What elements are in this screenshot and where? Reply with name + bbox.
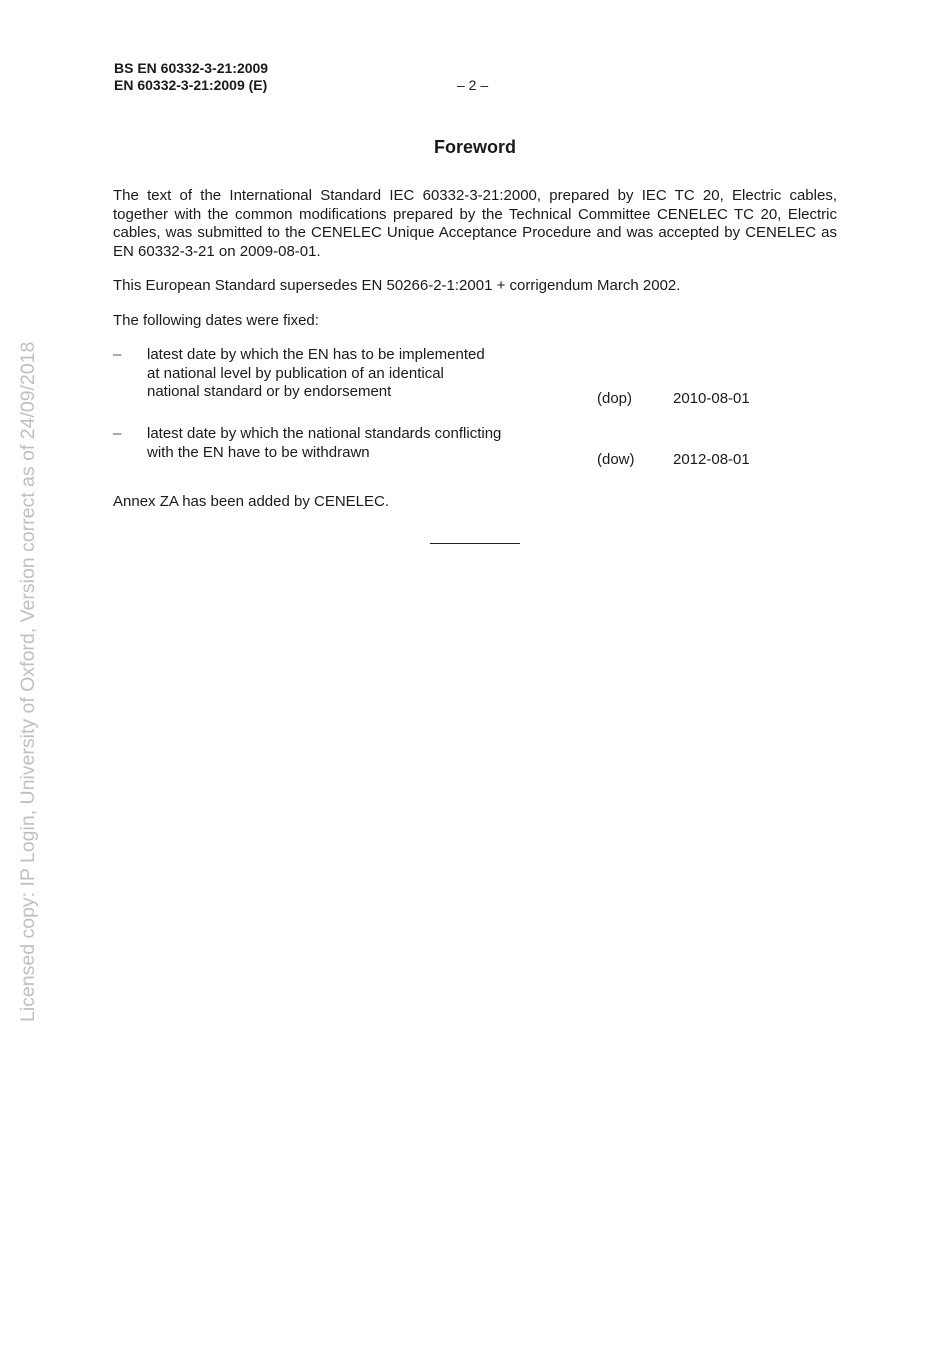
supersedes-paragraph: This European Standard supersedes EN 50266-2-1:2001 + corrigendum March 2002. — [113, 277, 681, 294]
page-title: Foreword — [433, 137, 516, 157]
description-line: latest date by which the national standards conflicting — [147, 425, 502, 442]
description-line: at national level by publication of an identical — [147, 364, 444, 382]
license-watermark: Licensed copy: IP Login, University of Oxford, Version correct as of 24/09/2018 — [17, 341, 39, 1022]
intro-paragraph: The text of the International Standard IEC 60332-3-21:2000, prepared by IEC TC 20, Electric cables, together with the common modifications prepared by the Technical Committee CENELEC TC 20, Electric cables, was submitted to the CENELEC Unique Acceptance Procedure and was accepted by CENELEC as EN 60332-3-21 on 2009-08-01. — [113, 187, 837, 260]
list-dash-icon: – — [113, 425, 122, 442]
date-item-description — [147, 346, 567, 402]
date-value: 2010-08-01 — [673, 390, 750, 407]
document-id-bs: BS EN 60332-3-21:2009 — [114, 60, 269, 76]
description-line: with the EN have to be withdrawn — [147, 443, 370, 461]
section-end-divider — [430, 543, 520, 544]
date-abbreviation: (dow) — [597, 451, 635, 468]
annex-paragraph: Annex ZA has been added by CENELEC. — [113, 493, 390, 510]
page-number: – 2 – — [457, 77, 489, 93]
description-line: latest date by which the EN has to be implemented — [147, 346, 485, 363]
document-identifier-block — [114, 60, 268, 94]
description-line: national standard or by endorsement — [147, 383, 392, 400]
dates-intro-paragraph: The following dates were fixed: — [113, 312, 319, 329]
document-id-en: EN 60332-3-21:2009 (E) — [114, 77, 268, 93]
date-abbreviation: (dop) — [597, 390, 633, 407]
date-item-description — [147, 425, 567, 462]
list-dash-icon: – — [113, 346, 122, 363]
date-value: 2012-08-01 — [673, 451, 750, 468]
